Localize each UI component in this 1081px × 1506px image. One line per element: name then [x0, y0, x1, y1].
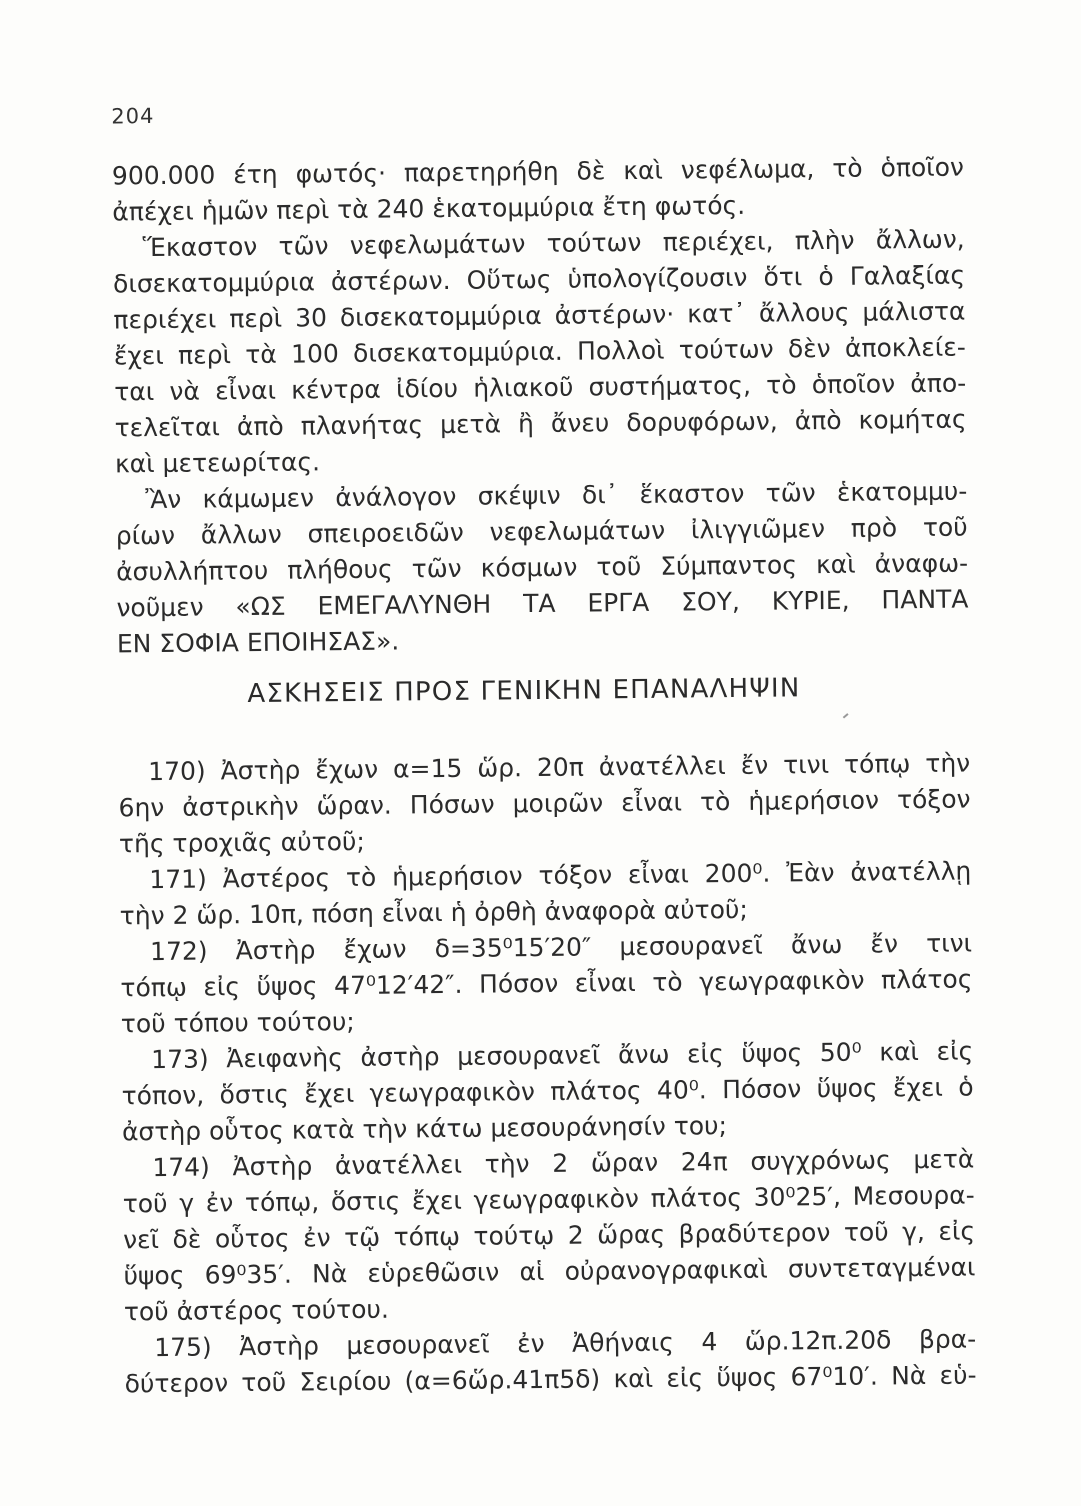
text-line: ἀσυλλήπτου πλήθους τῶν κόσμων τοῦ Σύμπαντος καὶ ἀναφω- — [115, 548, 969, 587]
text-line: ται νὰ εἶναι κέντρα ἰδίου ἡλιακοῦ συστήματος, τὸ ὁποῖον ἀπο- — [114, 368, 967, 407]
text-line: περιέχει περὶ 30 δισεκατομμύρια ἀστέρων· κατ᾽ ἄλλους μάλιστα — [113, 296, 966, 335]
text-line: νεῖ δὲ οὗτος ἐν τῷ τόπῳ τούτῳ 2 ὥρας βραδύτερον τοῦ γ, εἰς — [122, 1216, 976, 1255]
text-line: ἀστὴρ οὗτος κατὰ τὴν κάτω μεσουράνησίν του; — [121, 1111, 728, 1147]
page-number: 204 — [111, 104, 155, 129]
text-line: δύτερον τοῦ Σειρίου (α=6ὥρ.41π5δ) καὶ εἰς ὕψος 67⁰10′. Νὰ εὑ- — [124, 1360, 977, 1399]
text-line: ἔχει περὶ τὰ 100 δισεκατομμύρια. Πολλοὶ τούτων δὲν ἀποκλείε- — [113, 332, 966, 371]
text-line: τοῦ τόπου τούτου; — [120, 1006, 355, 1039]
text-line: τὴν 2 ὥρ. 10π, πόση εἶναι ἡ ὀρθὴ ἀναφορὰ αὐτοῦ; — [119, 894, 748, 931]
text-line: 174) Ἀστὴρ ἀνατέλλει τὴν 2 ὥραν 24π συγχρόνως μετὰ — [152, 1144, 975, 1183]
text-line: 170) Ἀστὴρ ἔχων α=15 ὥρ. 20π ἀνατέλλει ἔν τινι τόπῳ τὴν — [148, 748, 971, 787]
text-line: Ἕκαστον τῶν νεφελωμάτων τούτων περιέχει, πλὴν ἄλλων, — [142, 224, 965, 263]
text-line: 6ην ἀστρικὴν ὥραν. Πόσων μοιρῶν εἶναι τὸ ἡμερήσιον τόξον — [118, 784, 971, 823]
text-line: τελεῖται ἀπὸ πλανήτας μετὰ ἢ ἄνευ δορυφόρων, ἀπὸ κομήτας — [114, 404, 967, 443]
text-line: νοῦμεν «ΩΣ ΕΜΕΓΑΛΥΝΘΗ ΤΑ ΕΡΓΑ ΣΟΥ, ΚΥΡΙΕ, ΠΑΝΤΑ — [116, 584, 969, 623]
text-line: τῆς τροχιᾶς αὐτοῦ; — [118, 826, 366, 859]
text-line: 171) Ἀστέρος τὸ ἡμερήσιον τόξον εἶναι 200⁰. Ἐὰν ἀνατέλλῃ — [149, 856, 972, 895]
text-line: 172) Ἀστὴρ ἔχων δ=35⁰15′20″ μεσουρανεῖ ἄνω ἔν τινι — [149, 928, 973, 967]
text-line: ὕψος 69⁰35′. Νὰ εὑρεθῶσιν αἱ οὐρανογραφικαὶ συντεταγμέναι — [123, 1252, 976, 1291]
text-line: τοῦ ἀστέρος τούτου. — [123, 1294, 390, 1327]
text-line: ΕΝ ΣΟΦΙΑ ΕΠΟΙΗΣΑΣ». — [116, 626, 400, 659]
text-line: 900.000 έτη φωτός· παρετηρήθη δὲ καὶ νεφέλωμα, τὸ ὁποῖον — [111, 152, 965, 191]
text-line: τοῦ γ ἐν τόπῳ, ὅστις ἔχει γεωγραφικὸν πλάτος 30⁰25′, Μεσουρα- — [122, 1180, 975, 1219]
text-line: ἀπέχει ἡμῶν περὶ τὰ 240 ἑκατομμύρια ἔτη φωτός. — [112, 190, 746, 227]
text-line: Ἂν κάμωμεν ἀνάλογον σκέψιν δι᾽ ἕκαστον τῶν ἑκατομμυ- — [145, 476, 968, 515]
text-line: καὶ μετεωρίτας. — [114, 447, 321, 479]
section-heading: ΑΣΚΗΣΕΙΣ ΠΡΟΣ ΓΕΝΙΚΗΝ ΕΠΑΝΑΛΗΨΙΝ — [247, 673, 801, 710]
text-line: τόπον, ὅστις ἔχει γεωγραφικὸν πλάτος 40⁰. Πόσον ὕψος ἔχει ὁ — [121, 1072, 974, 1111]
print-speck — [843, 713, 849, 718]
text-line: ρίων ἄλλων σπειροειδῶν νεφελωμάτων ἰλιγγιῶμεν πρὸ τοῦ — [115, 512, 968, 551]
text-line: 173) Ἀειφανὴς ἀστὴρ μεσουρανεῖ ἄνω εἰς ὕψος 50⁰ καὶ εἰς — [151, 1036, 974, 1075]
text-line: τόπῳ εἰς ὕψος 47⁰12′42″. Πόσον εἶναι τὸ γεωγραφικὸν πλάτος — [120, 964, 973, 1003]
text-line: δισεκατομμύρια ἀστέρων. Οὕτως ὑπολογίζουσιν ὅτι ὁ Γαλαξίας — [112, 260, 966, 299]
text-line: 175) Ἀστὴρ μεσουρανεῖ ἐν Ἀθήναις 4 ὥρ.12π.20δ βρα- — [154, 1324, 977, 1363]
